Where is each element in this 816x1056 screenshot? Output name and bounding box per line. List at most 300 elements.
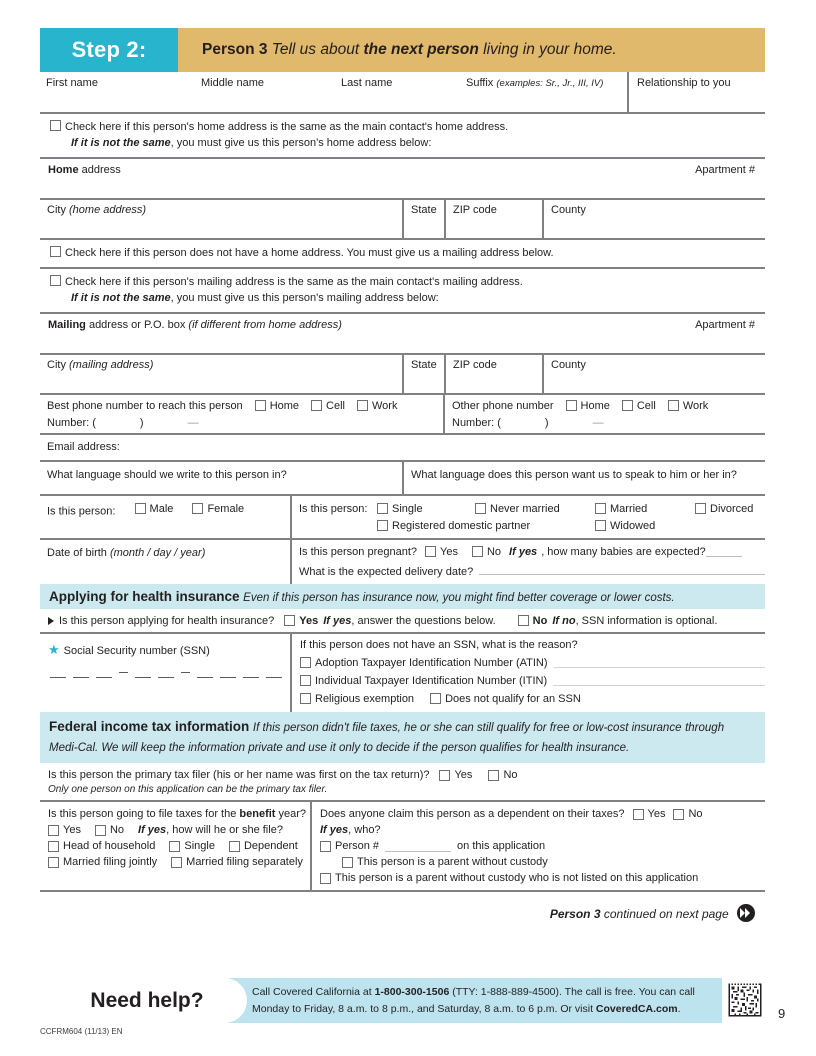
health-insurance-section-bar (40, 584, 765, 609)
home-city-grid (40, 200, 765, 238)
other-phone-open-paren: ( (497, 416, 501, 429)
marital-group (290, 496, 765, 538)
marital-single-checkbox[interactable] (377, 503, 388, 514)
name-row (40, 72, 765, 114)
file-taxes-no-checkbox[interactable] (95, 825, 106, 836)
marital-widowed-checkbox[interactable] (595, 520, 606, 531)
tax-section-desc-line2: through Medi-Cal. We will keep the information private and use it only to decide if the person qualifies for health insurance. (49, 721, 725, 754)
sex-marital-grid (40, 496, 765, 538)
dependent-if-yes: If yes (320, 824, 349, 837)
other-phone-cell-checkbox[interactable] (622, 400, 633, 411)
primary-filer-no-checkbox[interactable] (488, 770, 499, 781)
home-city-note: (home address) (69, 203, 147, 216)
marital-domestic-partner-label: Registered domestic partner (392, 519, 531, 532)
pregnancy-yes-label: Yes (440, 545, 458, 558)
sex-female-checkbox[interactable] (192, 503, 203, 514)
marital-label: Is this person: (299, 502, 368, 515)
mailing-apartment-label: Apartment # (695, 318, 755, 331)
best-phone-cell-checkbox[interactable] (311, 400, 322, 411)
file-taxes-question (48, 808, 310, 820)
filing-head-of-household-label: Head of household (63, 840, 156, 853)
filing-dependent-checkbox[interactable] (229, 841, 240, 852)
title-emphasis: the next person (363, 41, 479, 58)
footer-website: CoveredCA.com (595, 1002, 678, 1015)
last-name-label: Last name (341, 77, 393, 89)
best-phone-work-option[interactable] (357, 400, 397, 412)
ssn-input[interactable] (48, 672, 290, 678)
marital-domestic-partner-checkbox[interactable] (377, 520, 388, 531)
health-insurance-section-desc: Even if this person has insurance now, you might find better coverage or lower costs. (243, 591, 675, 604)
ssn-reason-itin-checkbox[interactable] (300, 675, 311, 686)
ssn-reason-atin-checkbox[interactable] (300, 657, 311, 668)
mailing-county-field[interactable] (542, 355, 765, 393)
best-phone-close-paren: ) (139, 416, 144, 429)
marital-single-label: Single (392, 502, 423, 515)
best-phone-number-label: Number: (47, 416, 90, 429)
continued-row (40, 892, 765, 928)
best-phone-number-row[interactable] (47, 412, 443, 429)
marital-married-checkbox[interactable] (595, 503, 606, 514)
dependent-person-post: on this application (457, 840, 546, 853)
marital-widowed-label: Widowed (610, 519, 656, 532)
write-language-label: What language should we write to this person in? (47, 468, 287, 481)
best-phone-work-checkbox[interactable] (357, 400, 368, 411)
mailing-zip-label: ZIP code (453, 358, 497, 371)
ssn-label: Social Security number (SSN) (63, 644, 210, 657)
ssn-reason-atin-label: Adoption Taxpayer Identification Number (ATIN) (315, 656, 548, 669)
next-page-arrow-icon[interactable] (737, 904, 755, 922)
filing-married-jointly-option[interactable] (48, 856, 157, 868)
dependent-no-label: No (688, 808, 703, 821)
form-sheet (40, 28, 765, 928)
filing-married-jointly-checkbox[interactable] (48, 857, 59, 868)
other-phone-number-row[interactable] (452, 412, 765, 429)
dependent-no-option[interactable] (673, 808, 702, 820)
mailing-state-label: State (411, 358, 437, 371)
mailing-same-block (40, 267, 765, 312)
home-city-block (40, 198, 765, 238)
mailing-zip-field[interactable] (444, 355, 542, 393)
footer-line1-pre: Call Covered California at (252, 986, 375, 999)
best-phone-home-option[interactable] (255, 400, 299, 412)
best-phone-type-row (47, 400, 443, 412)
file-taxes-how: , how will he or she file? (166, 824, 283, 837)
file-taxes-question-pre: Is this person going to file taxes for the (48, 808, 240, 821)
datamatrix-barcode-icon (727, 982, 763, 1018)
pregnancy-no-option[interactable] (472, 546, 501, 558)
sex-male-label: Male (149, 502, 174, 515)
primary-filer-yes-checkbox[interactable] (439, 770, 450, 781)
primary-filer-row (40, 763, 765, 800)
tax-section-title: Federal income tax information (49, 718, 250, 734)
middle-name-label: Middle name (201, 77, 264, 89)
dependent-person-number-input[interactable] (385, 841, 451, 852)
dependent-question-row (320, 808, 765, 820)
filing-head-of-household-option[interactable] (48, 840, 155, 852)
ssn-block (40, 632, 765, 712)
dependent-parent-custody-row (320, 852, 765, 868)
person-label: Person 3 (202, 41, 268, 58)
best-phone-home-checkbox[interactable] (255, 400, 266, 411)
no-home-address-label: Check here if this person does not have a home address. You must give us a mailing address below. (65, 246, 554, 259)
phone-grid (40, 395, 765, 433)
marital-widowed-option[interactable] (595, 520, 655, 532)
dependent-parent-not-listed-row (320, 868, 765, 884)
home-address-same-rest: , you must give us this person's home address below: (170, 136, 432, 149)
language-block (40, 460, 765, 494)
form-id-label: CCFRM604 (11/13) EN (40, 1027, 123, 1036)
applying-yes-label: Yes (299, 614, 319, 627)
no-home-address-line (40, 240, 765, 267)
mailing-city-block (40, 353, 765, 393)
other-phone-type-row (452, 400, 765, 412)
other-phone-work-option[interactable] (668, 400, 708, 412)
mailing-address-label-rest: address or P.O. box (85, 318, 189, 331)
mailing-city-field[interactable] (40, 355, 402, 393)
ssn-hyphen-icon (119, 672, 128, 673)
mailing-address-row[interactable] (40, 314, 765, 353)
mailing-address-label-note: (if different from home address) (188, 318, 342, 331)
need-help-label: Need help? (47, 978, 247, 1023)
step-header-band (40, 28, 765, 72)
other-phone-dash: — (592, 416, 604, 429)
pregnancy-group (290, 540, 765, 584)
mailing-same-rest: , you must give us this person's mailing address below: (170, 291, 439, 304)
ssn-reason-religious-checkbox[interactable] (300, 693, 311, 704)
dependent-claim-group (310, 802, 765, 890)
file-taxes-yes-checkbox[interactable] (48, 825, 59, 836)
best-phone-cell-label: Cell (326, 399, 345, 412)
applying-question: Is this person applying for health insurance? (59, 614, 275, 627)
sex-label: Is this person: (47, 505, 116, 518)
best-phone-label: Best phone number to reach this person (47, 399, 243, 412)
other-phone-group (443, 395, 765, 433)
first-name-label: First name (46, 77, 98, 89)
no-home-address-checkbox[interactable] (50, 246, 61, 257)
best-phone-cell-option[interactable] (311, 400, 345, 412)
ssn-digit[interactable] (135, 677, 151, 678)
continued-person-label: Person 3 (549, 907, 601, 922)
ssn-reason-question: If this person does not have an SSN, what is the reason? (300, 638, 578, 651)
mailing-county-label: County (551, 358, 586, 371)
mailing-city-note: (mailing address) (69, 358, 154, 371)
ssn-digit[interactable] (266, 677, 282, 678)
pregnancy-babies-question: , how many babies are expected? (541, 545, 706, 558)
continued-text: continued on next page (603, 907, 729, 922)
dependent-who: , who? (348, 824, 381, 837)
other-phone-home-option[interactable] (566, 400, 610, 412)
marital-divorced-checkbox[interactable] (695, 503, 706, 514)
ssn-atin-input[interactable] (554, 657, 765, 668)
best-phone-open-paren: ( (92, 416, 96, 429)
filing-single-checkbox[interactable] (169, 841, 180, 852)
best-phone-group (40, 395, 443, 433)
dob-pregnancy-block (40, 538, 765, 584)
home-zip-label: ZIP code (453, 203, 497, 216)
dependent-parent-custody-label: This person is a parent without custody (357, 856, 548, 869)
filing-single-label: Single (184, 840, 215, 853)
dependent-yes-option[interactable] (633, 808, 666, 820)
need-help-footer (47, 978, 722, 1023)
mailing-address-block (40, 312, 765, 353)
pregnancy-question-row (299, 546, 765, 558)
mailing-city-grid (40, 355, 765, 393)
step-label: Step 2: (40, 28, 178, 72)
ssn-grid (40, 634, 765, 712)
pregnancy-yes-checkbox[interactable] (425, 546, 436, 557)
suffix-label: Suffix (466, 77, 494, 89)
home-address-same-checkbox[interactable] (50, 120, 61, 131)
other-phone-close-paren: ) (544, 416, 549, 429)
footer-line1-post: (TTY: 1-888-889-4500). The call is free. You can call (449, 986, 695, 999)
filing-dependent-option[interactable] (229, 840, 298, 852)
sex-male-option[interactable] (135, 503, 174, 515)
mailing-state-field[interactable] (402, 355, 444, 393)
applying-no-option[interactable] (518, 615, 548, 627)
phone-block (40, 393, 765, 433)
person-title (178, 28, 765, 72)
filing-dependent-label: Dependent (243, 840, 298, 853)
dependent-if-yes-row (320, 820, 765, 836)
marital-row-2 (299, 515, 765, 532)
marital-never-married-checkbox[interactable] (475, 503, 486, 514)
title-tail: living in your home. (483, 41, 617, 58)
tax-section-desc-line1: If this person didn't file taxes, he or she can still qualify for free or low-cost insurance (252, 721, 682, 734)
dependent-parent-not-listed-label: This person is a parent without custody who is not listed on this application (335, 872, 699, 885)
primary-filer-yes-label: Yes (454, 769, 473, 782)
page-number: 9 (778, 1006, 786, 1021)
dob-field[interactable] (40, 540, 290, 584)
applying-question-row (40, 609, 765, 632)
mailing-same-line (40, 269, 765, 312)
footer-line-1 (252, 984, 716, 1000)
ssn-reason-not-qualify-label: Does not qualify for an SSN (445, 692, 581, 705)
suffix-examples: (examples: Sr., Jr., III, IV) (496, 78, 604, 89)
other-phone-home-checkbox[interactable] (566, 400, 577, 411)
home-address-same-emphasis: If it is not the same (71, 136, 171, 149)
email-field[interactable] (40, 435, 765, 460)
marital-married-option[interactable] (595, 503, 695, 515)
write-language-field[interactable] (40, 462, 402, 494)
other-phone-work-label: Work (682, 399, 709, 412)
ssn-digit[interactable] (220, 677, 236, 678)
dependent-person-row (320, 836, 765, 852)
mailing-city-label: City (47, 358, 66, 371)
triangle-bullet-icon (48, 617, 54, 625)
email-block (40, 433, 765, 460)
pregnancy-no-label: No (486, 545, 502, 558)
mailing-address-label-bold: Mailing (48, 318, 86, 331)
applying-no-rest: , SSN information is optional. (575, 614, 718, 627)
best-phone-home-label: Home (269, 399, 300, 412)
filing-status-row-1 (48, 836, 310, 852)
primary-filer-yes-option[interactable] (439, 769, 472, 781)
primary-filer-note: Only one person on this application can be the primary tax filer. (48, 784, 328, 796)
ssn-reason-group (290, 634, 765, 712)
home-state-label: State (411, 203, 437, 216)
home-county-label: County (551, 203, 586, 216)
dependent-question: Does anyone claim this person as a dependent on their taxes? (320, 808, 625, 821)
other-phone-cell-label: Cell (636, 399, 656, 412)
footer-line2-post: . (677, 1002, 681, 1015)
filing-married-separately-checkbox[interactable] (171, 857, 182, 868)
home-address-row[interactable] (40, 159, 765, 198)
ssn-digit[interactable] (243, 677, 259, 678)
dependent-no-checkbox[interactable] (673, 809, 684, 820)
file-taxes-no-option[interactable] (95, 824, 124, 836)
dependent-parent-not-listed-checkbox[interactable] (320, 873, 331, 884)
pregnancy-no-checkbox[interactable] (472, 546, 483, 557)
dob-note: (month / day / year) (109, 546, 206, 559)
applying-yes-option[interactable] (284, 615, 318, 627)
relationship-label: Relationship to you (637, 77, 731, 89)
applying-no-emphasis: If no (552, 614, 576, 627)
home-address-block (40, 157, 765, 198)
delivery-date-row (299, 558, 765, 578)
marital-single-option[interactable] (377, 503, 475, 515)
applying-yes-checkbox[interactable] (284, 615, 295, 626)
marital-domestic-partner-option[interactable] (377, 520, 595, 532)
health-insurance-section-title: Applying for health insurance (49, 588, 240, 604)
dependent-yes-label: Yes (647, 808, 666, 821)
footer-contact-text (252, 978, 716, 1023)
ssn-entry-group (40, 634, 290, 712)
file-taxes-answer-row (48, 820, 310, 836)
tax-filing-grid (40, 802, 765, 890)
home-address-label-rest: address (78, 163, 121, 176)
marital-never-married-label: Never married (490, 502, 560, 515)
home-apartment-label: Apartment # (695, 163, 755, 176)
file-taxes-yes-option[interactable] (48, 824, 81, 836)
footer-line2-pre: Monday to Friday, 8 a.m. to 8 p.m., and Saturday, 8 a.m. to 6 p.m. Or visit (252, 1002, 596, 1015)
other-phone-work-checkbox[interactable] (668, 400, 679, 411)
speak-language-field[interactable] (402, 462, 765, 494)
dependent-person-checkbox[interactable] (320, 841, 331, 852)
best-phone-work-label: Work (371, 399, 398, 412)
dependent-person-pre: Person # (335, 840, 380, 853)
ssn-label-row (48, 642, 290, 658)
footer-phone-number: 1-800-300-1506 (374, 986, 450, 999)
file-taxes-yes-label: Yes (63, 824, 81, 837)
file-taxes-no-label: No (109, 824, 125, 837)
filing-married-separately-label: Married filing separately (186, 856, 303, 869)
title-lead: Tell us about (271, 41, 360, 58)
ssn-reason-atin-row[interactable] (300, 654, 765, 672)
delivery-date-question: What is the expected delivery date? (299, 565, 474, 578)
delivery-date-input[interactable] (479, 564, 765, 575)
filing-head-of-household-checkbox[interactable] (48, 841, 59, 852)
ssn-reason-religious-label: Religious exemption (315, 692, 415, 705)
other-phone-home-label: Home (580, 399, 610, 412)
other-phone-cell-option[interactable] (622, 400, 656, 412)
primary-filer-no-option[interactable] (488, 769, 517, 781)
relationship-field[interactable] (627, 72, 765, 112)
tax-filing-block (40, 800, 765, 890)
sex-male-checkbox[interactable] (135, 503, 146, 514)
home-city-label: City (47, 203, 66, 216)
ssn-digit[interactable] (197, 677, 213, 678)
ssn-digit[interactable] (96, 677, 112, 678)
filing-single-option[interactable] (169, 840, 215, 852)
speak-language-label: What language does this person want us to speak to him or her in? (411, 468, 737, 481)
no-home-address-block (40, 238, 765, 267)
dob-pregnancy-grid (40, 540, 765, 584)
middle-name-field[interactable] (195, 72, 335, 112)
filing-married-separately-option[interactable] (171, 856, 303, 868)
mailing-same-emphasis: If it is not the same (71, 291, 171, 304)
pregnancy-if-yes: If yes (509, 545, 538, 558)
home-city-field[interactable] (40, 200, 402, 238)
other-phone-number-label: Number: (452, 416, 495, 429)
suffix-field[interactable] (460, 72, 627, 112)
sex-group (40, 496, 290, 538)
primary-filer-question: Is this person the primary tax filer (his or her name was first on the tax return)? (48, 769, 430, 782)
pregnancy-question: Is this person pregnant? (299, 545, 418, 558)
first-name-field[interactable] (40, 72, 195, 112)
pregnancy-yes-option[interactable] (425, 546, 458, 558)
applying-yes-emphasis: If yes (323, 614, 352, 627)
mailing-same-sub (50, 291, 765, 307)
marital-row-1 (299, 503, 765, 515)
ssn-reason-itin-row[interactable] (300, 672, 765, 690)
ssn-reason-itin-label: Individual Taxpayer Identification Number (ITIN) (315, 674, 548, 687)
filing-married-jointly-label: Married filing jointly (63, 856, 158, 869)
mailing-address-same-checkbox[interactable] (50, 275, 61, 286)
star-icon: ★ (48, 641, 60, 657)
pregnancy-babies-input[interactable] (706, 546, 742, 557)
home-address-same-label: Check here if this person's home address is the same as the main contact's home address. (65, 121, 509, 133)
best-phone-dash: — (187, 416, 199, 429)
marital-divorced-option[interactable] (695, 503, 753, 515)
sex-female-label: Female (207, 502, 245, 515)
sex-marital-block (40, 494, 765, 538)
email-label: Email address: (47, 440, 120, 453)
home-county-field[interactable] (542, 200, 765, 238)
ssn-reason-not-qualify-checkbox[interactable] (430, 693, 441, 704)
language-grid (40, 462, 765, 494)
home-address-label-bold: Home (48, 163, 79, 176)
mailing-address-same-label: Check here if this person's mailing address is the same as the main contact's mailing address. (65, 275, 523, 288)
marital-divorced-label: Divorced (710, 502, 754, 515)
primary-filer-no-label: No (503, 769, 518, 782)
sex-female-option[interactable] (192, 503, 244, 515)
home-zip-field[interactable] (444, 200, 542, 238)
other-phone-label: Other phone number (452, 399, 554, 412)
marital-never-married-option[interactable] (475, 503, 595, 515)
marital-married-label: Married (610, 502, 648, 515)
file-taxes-if-yes: If yes (138, 824, 167, 837)
dependent-parent-custody-checkbox[interactable] (342, 857, 353, 868)
file-taxes-question-bold: benefit (239, 808, 276, 821)
ssn-digit[interactable] (158, 677, 174, 678)
filing-status-group (40, 802, 310, 890)
ssn-itin-input[interactable] (553, 675, 765, 686)
applying-no-checkbox[interactable] (518, 615, 529, 626)
home-address-same-block (40, 114, 765, 157)
ssn-digit[interactable] (50, 677, 66, 678)
ssn-hyphen-icon (181, 672, 190, 673)
applying-no-label: No (532, 614, 548, 627)
ssn-reason-other-row (300, 690, 765, 708)
footer-line-2 (252, 1001, 716, 1017)
tax-section-bar (40, 712, 765, 764)
home-state-field[interactable] (402, 200, 444, 238)
last-name-field[interactable] (335, 72, 460, 112)
dependent-yes-checkbox[interactable] (633, 809, 644, 820)
dob-label: Date of birth (47, 546, 110, 559)
applying-yes-rest: , answer the questions below. (351, 614, 496, 627)
ssn-digit[interactable] (73, 677, 89, 678)
